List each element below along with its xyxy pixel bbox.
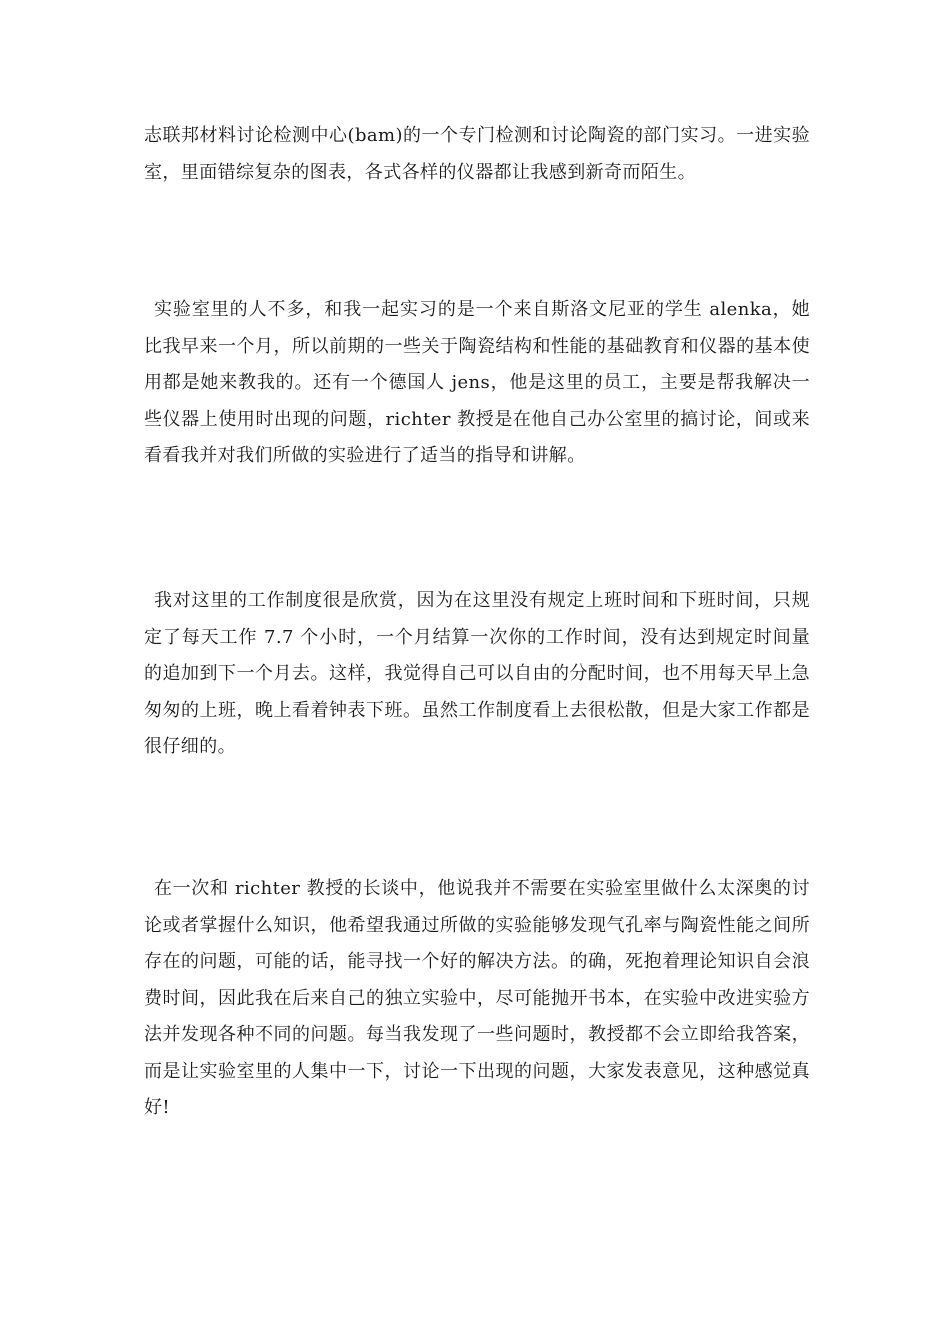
paragraph-4: 在一次和 richter 教授的长谈中，他说我并不需要在实验室里做什么太深奥的讨论或者掌握什么知识，他希望我通过所做的实验能够发现气孔率与陶瓷性能之间所存在的问题，可能的话，能寻找一个好的解决方法。的确，死抱着理论知识自会浪费时间，因此我在后来自己的独立实验中，尽可能抛开书本，在实验中改进实验方法并发现各种不同的问题。每当我发现了一些问题时，教授都不会立即给我答案，而是让实验室里的人集中一下，讨论一下出现的问题，大家发表意见，这种感觉真好! (144, 878, 810, 1118)
paragraph-2: 实验室里的人不多，和我一起实习的是一个来自斯洛文尼亚的学生 alenka，她比我早来一个月，所以前期的一些关于陶瓷结构和性能的基础教育和仪器的基本使用都是她来教我的。还有一个德国人 jens，他是这里的员工，主要是帮我解决一些仪器上使用时出现的问题，richter 教授是在他自己办公室里的搞讨论，间或来看看我并对我们所做的实验进行了适当的指导和讲解。 (144, 299, 810, 466)
paragraph-3: 我对这里的工作制度很是欣赏，因为在这里没有规定上班时间和下班时间，只规定了每天工作 7.7 个小时，一个月结算一次你的工作时间，没有达到规定时间量的追加到下一个月去。这样，我觉得自己可以自由的分配时间，也不用每天早上急匆匆的上班，晚上看着钟表下班。虽然工作制度看上去很松散，但是大家工作都是很仔细的。 (144, 590, 810, 757)
paragraph-1: 志联邦材料讨论检测中心(bam)的一个专门检测和讨论陶瓷的部门实习。一进实验室，里面错综复杂的图表，各式各样的仪器都让我感到新奇而陌生。 (144, 125, 810, 183)
